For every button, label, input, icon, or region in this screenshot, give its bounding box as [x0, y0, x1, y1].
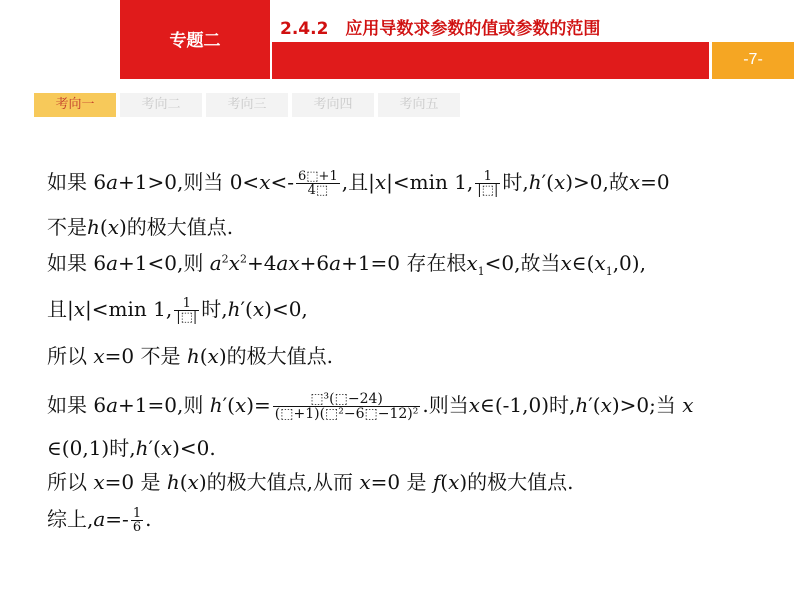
tab-topic-1[interactable]: 考向一	[34, 93, 116, 117]
fraction: $\frac{1}{|⬚|}$	[477, 169, 499, 198]
section-badge	[120, 0, 270, 79]
tab-topic-5[interactable]: 考向五	[378, 93, 460, 117]
page-number: -7-	[743, 51, 763, 68]
text-line-9: 综上,a=- $\frac{1}{6}$ .	[47, 506, 152, 535]
text-line-7: ∈(0,1)时,h′(x)<0.	[47, 436, 216, 460]
fraction: $\frac{1}{|⬚|}$	[176, 296, 198, 325]
text-line-6: 如果 6a+1=0,则 h′(x)= $\frac{\text{⬚³(⬚−24)}}{\text{(⬚+1)(⬚²−6⬚−12)²}}$ .则当x∈(-1,0)时,h′(x)>0;当 x	[47, 391, 694, 422]
page-number-box	[712, 42, 794, 79]
fraction: $\frac{6⬚+1}{4⬚}$	[298, 169, 338, 198]
text-line-8: 所以 x=0 是 h(x)的极大值点,从而 x=0 是 f(x)的极大值点.	[47, 470, 574, 494]
fraction: $\frac{\text{⬚³(⬚−24)}}{\text{(⬚+1)(⬚²−6⬚−12)²}}$	[274, 391, 419, 422]
text-line-2: 不是h(x)的极大值点.	[47, 215, 234, 239]
header-bar	[272, 42, 709, 79]
fraction: $\frac{1}{6}$	[132, 506, 142, 535]
header	[0, 0, 794, 79]
text-line-1: 如果 6a+1>0,则当 0<x<- $\frac{6⬚+1}{4⬚}$ ,且|x|<min 1, $\frac{1}{|⬚|}$ 时,h′(x)>0,故x=0	[47, 169, 670, 198]
page-title: 2.4.2 应用导数求参数的值或参数的范围	[280, 19, 601, 39]
text-line-5: 所以 x=0 不是 h(x)的极大值点.	[47, 344, 333, 368]
tab-topic-4[interactable]: 考向四	[292, 93, 374, 117]
section-label: 专题二	[169, 31, 221, 51]
tab-topic-3[interactable]: 考向三	[206, 93, 288, 117]
tab-topic-2[interactable]: 考向二	[120, 93, 202, 117]
text-line-3: 如果 6a+1<0,则 $a^2x^2+4ax+6a+1=0$ 存在根$x_1<0$,故当$x\in(x_1,0)$,	[47, 251, 646, 278]
text-line-4: 且|x|<min 1, $\frac{1}{|⬚|}$ 时,h′(x)<0,	[47, 296, 308, 325]
